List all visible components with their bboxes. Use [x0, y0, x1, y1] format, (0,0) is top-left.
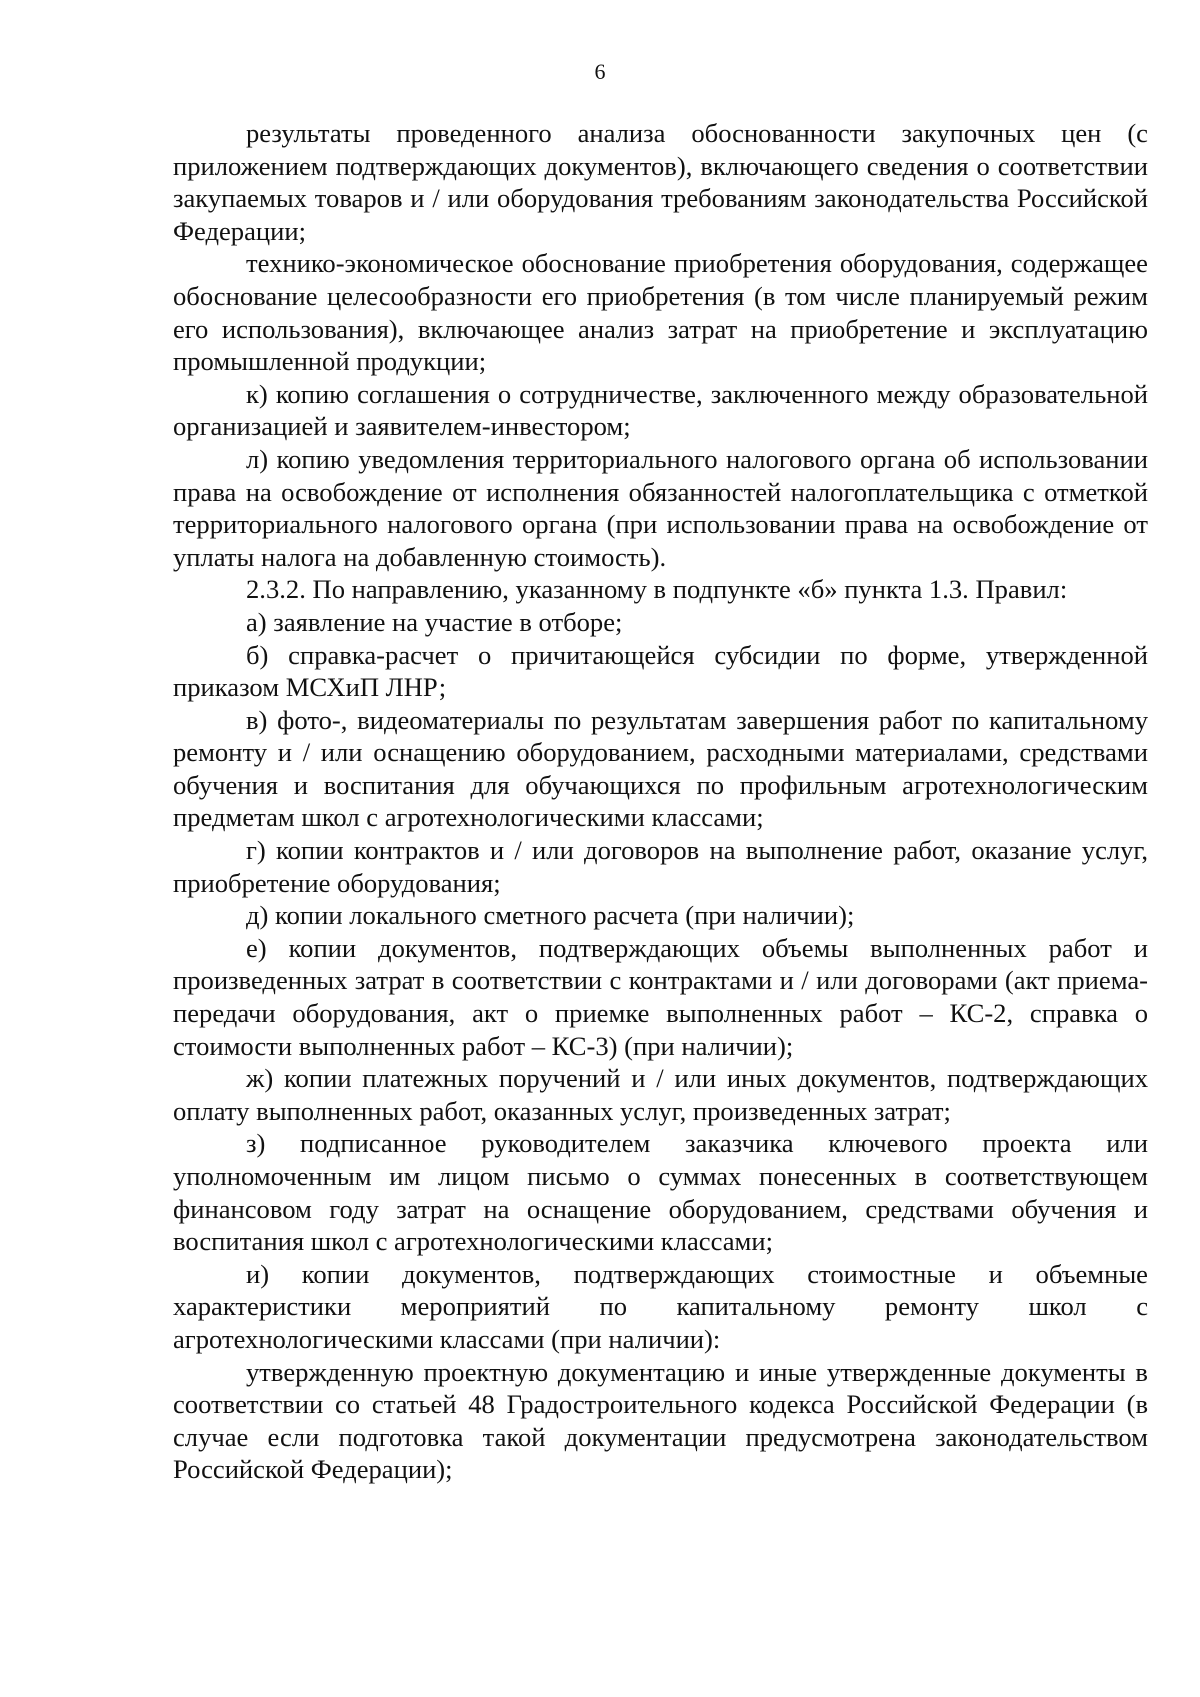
document-body [173, 117, 1148, 1486]
paragraph-item-e: е) копии документов, подтверждающих объемы выполненных работ и произведенных затрат в соответствии с контрактами и / или договорами (акт приема-передачи оборудования, акт о приемке выполненных работ – КС-2, справка о стоимости выполненных работ – КС-3) (при наличии); [173, 932, 1148, 1061]
paragraph-item-l: л) копию уведомления территориального налогового органа об использовании права на освобождение от исполнения обязанностей налогоплательщика с отметкой территориального налогового органа (при использовании права на освобождение от уплаты налога на добавленную стоимость). [173, 443, 1148, 572]
paragraph-item-b: б) справка-расчет о причитающейся субсидии по форме, утвержденной приказом МСХиП ЛНР; [173, 639, 1148, 703]
paragraph-approved-documentation: утвержденную проектную документацию и иные утвержденные документы в соответствии со статьей 48 Градостроительного кодекса Российской Федерации (в случае если подготовка такой документации предусмотрена законодательством Российской Федерации); [173, 1356, 1148, 1485]
paragraph-feasibility-study: технико-экономическое обоснование приобретения оборудования, содержащее обоснование целесообразности его приобретения (в том числе планируемый режим его использования), включающее анализ затрат на приобретение и эксплуатацию промышленной продукции; [173, 248, 1148, 377]
paragraph-item-d: д) копии локального сметного расчета (при наличии); [246, 900, 855, 931]
paragraph-item-g: г) копии контрактов и / или договоров на выполнение работ, оказание услуг, приобретение оборудования; [173, 835, 1148, 898]
paragraph-item-zh: ж) копии платежных поручений и / или иных документов, подтверждающих оплату выполненных работ, оказанных услуг, произведенных затрат; [173, 1063, 1148, 1126]
page-number: 6 [594, 59, 606, 84]
paragraph-item-v: в) фото-, видеоматериалы по результатам завершения работ по капитальному ремонту и / или оснащению оборудованием, расходными материалами, средствами обучения и воспитания для обучающихся по профильным агротехнологическим предметам школ с агротехнологическими классами; [173, 704, 1148, 833]
paragraph-item-k: к) копию соглашения о сотрудничестве, заключенного между образовательной организацией и заявителем-инвестором; [173, 378, 1148, 442]
paragraph-item-i: и) копии документов, подтверждающих стоимостные и объемные характеристики мероприятий по капитальному ремонту школ с агротехнологическими классами (при наличии): [173, 1258, 1148, 1354]
paragraph-item-a: а) заявление на участие в отборе; [246, 606, 623, 637]
paragraph-section-2-3-2: 2.3.2. По направлению, указанному в подпункте «б» пункта 1.3. Правил: [246, 574, 1068, 605]
paragraph-item-z: з) подписанное руководителем заказчика ключевого проекта или уполномоченным им лицом письмо о суммах понесенных в соответствующем финансовом году затрат на оснащение оборудованием, средствами обучения и воспитания школ с агротехнологическими классами; [173, 1128, 1148, 1257]
paragraph-price-analysis: результаты проведенного анализа обоснованности закупочных цен (с приложением подтверждающих документов), включающего сведения о соответствии закупаемых товаров и / или оборудования требованиям законодательства Российской Федерации; [173, 118, 1148, 246]
